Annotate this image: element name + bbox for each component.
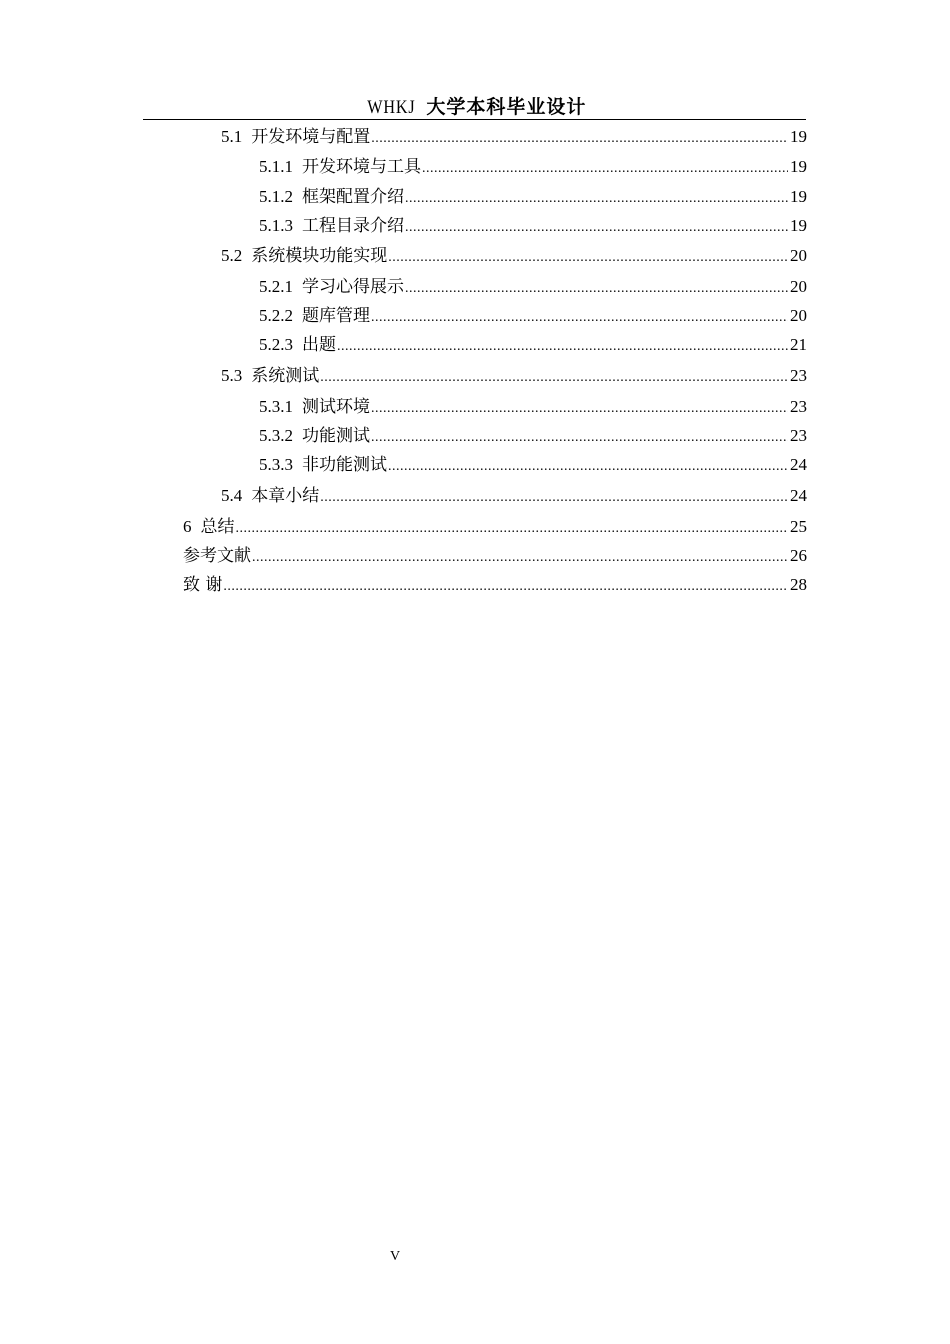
toc-number: 5.3.1 (259, 397, 293, 416)
toc-number: 6 (183, 517, 192, 536)
toc-page: 21 (790, 335, 807, 354)
toc-title: 系统测试 (251, 366, 320, 386)
toc-number: 5.3.3 (259, 455, 293, 474)
toc-leader (405, 187, 788, 211)
page-header (143, 94, 806, 121)
toc-entry[interactable] (259, 395, 807, 421)
toc-title: 开发环境与工具 (302, 157, 421, 177)
toc-page: 19 (790, 127, 807, 146)
toc-entry[interactable] (221, 244, 807, 270)
toc-title: 框架配置介绍 (302, 187, 404, 207)
toc-entry[interactable] (221, 125, 807, 151)
toc-number: 5.1.3 (259, 216, 293, 235)
toc-leader (371, 306, 788, 330)
toc-leader (320, 366, 788, 390)
toc-page: 19 (790, 157, 807, 176)
toc-number: 5.1.1 (259, 157, 293, 176)
toc-title: 非功能测试 (302, 455, 387, 475)
toc-page: 20 (790, 246, 807, 265)
toc-title: 开发环境与配置 (251, 127, 371, 147)
toc-leader (371, 397, 788, 421)
toc-title: 出题 (302, 335, 336, 355)
toc-title: 学习心得展示 (302, 277, 404, 297)
page-number: V (389, 1249, 401, 1264)
toc-title: 测试环境 (302, 397, 370, 417)
toc-title: 参考文献 (183, 546, 251, 566)
toc-number: 5.1 (221, 127, 243, 146)
toc-page: 24 (790, 486, 807, 505)
toc-leader (371, 426, 788, 450)
toc-page: 26 (790, 546, 807, 565)
header-title: 大学本科毕业设计 (426, 96, 587, 118)
toc-leader (236, 517, 789, 541)
toc-page: 19 (790, 187, 807, 206)
toc-page: 23 (790, 397, 807, 416)
toc-title: 工程目录介绍 (302, 216, 404, 236)
header-rule (143, 119, 806, 120)
toc-entry[interactable] (259, 333, 807, 359)
toc-entry[interactable] (259, 275, 807, 301)
toc-entry[interactable] (259, 185, 807, 211)
toc-entry[interactable] (221, 484, 807, 510)
toc-page: 23 (790, 366, 807, 385)
toc-leader (388, 455, 788, 479)
toc-leader (422, 157, 788, 181)
toc-entry[interactable] (183, 573, 807, 599)
toc-number: 5.2.2 (259, 306, 293, 325)
toc-entry[interactable] (259, 304, 807, 330)
toc-number: 5.3 (221, 366, 243, 385)
toc-number: 5.2 (221, 246, 243, 265)
toc-number: 5.4 (221, 486, 243, 505)
toc-number: 5.1.2 (259, 187, 293, 206)
toc-page: 19 (790, 216, 807, 235)
toc-page: 25 (790, 517, 807, 536)
toc-leader (337, 335, 788, 359)
toc-title: 功能测试 (302, 426, 370, 446)
toc-title: 本章小结 (251, 486, 320, 506)
toc-leader (223, 575, 788, 599)
toc-leader (405, 277, 788, 301)
toc-leader (320, 486, 788, 510)
toc-page: 28 (790, 575, 807, 594)
toc-page: 20 (790, 277, 807, 296)
toc-entry[interactable] (183, 515, 807, 541)
toc-entry[interactable] (259, 424, 807, 450)
toc-title: 题库管理 (302, 306, 370, 326)
toc-number: 5.3.2 (259, 426, 293, 445)
toc-title: 总结 (200, 517, 235, 537)
toc-entry[interactable] (259, 155, 807, 181)
toc-entry[interactable] (259, 453, 807, 479)
toc-leader (252, 546, 788, 570)
toc-page: 24 (790, 455, 807, 474)
toc-leader (405, 216, 788, 240)
toc-title: 致 谢 (183, 575, 223, 595)
toc-entry[interactable] (259, 214, 807, 240)
toc-number: 5.2.1 (259, 277, 293, 296)
toc-entry[interactable] (183, 544, 807, 570)
header-latin: WHKJ (366, 97, 416, 118)
toc-leader (388, 246, 788, 270)
toc-leader (371, 127, 788, 151)
toc-number: 5.2.3 (259, 335, 293, 354)
toc-title: 系统模块功能实现 (251, 246, 388, 266)
toc-page: 23 (790, 426, 807, 445)
toc-page: 20 (790, 306, 807, 325)
toc-entry[interactable] (221, 364, 807, 390)
